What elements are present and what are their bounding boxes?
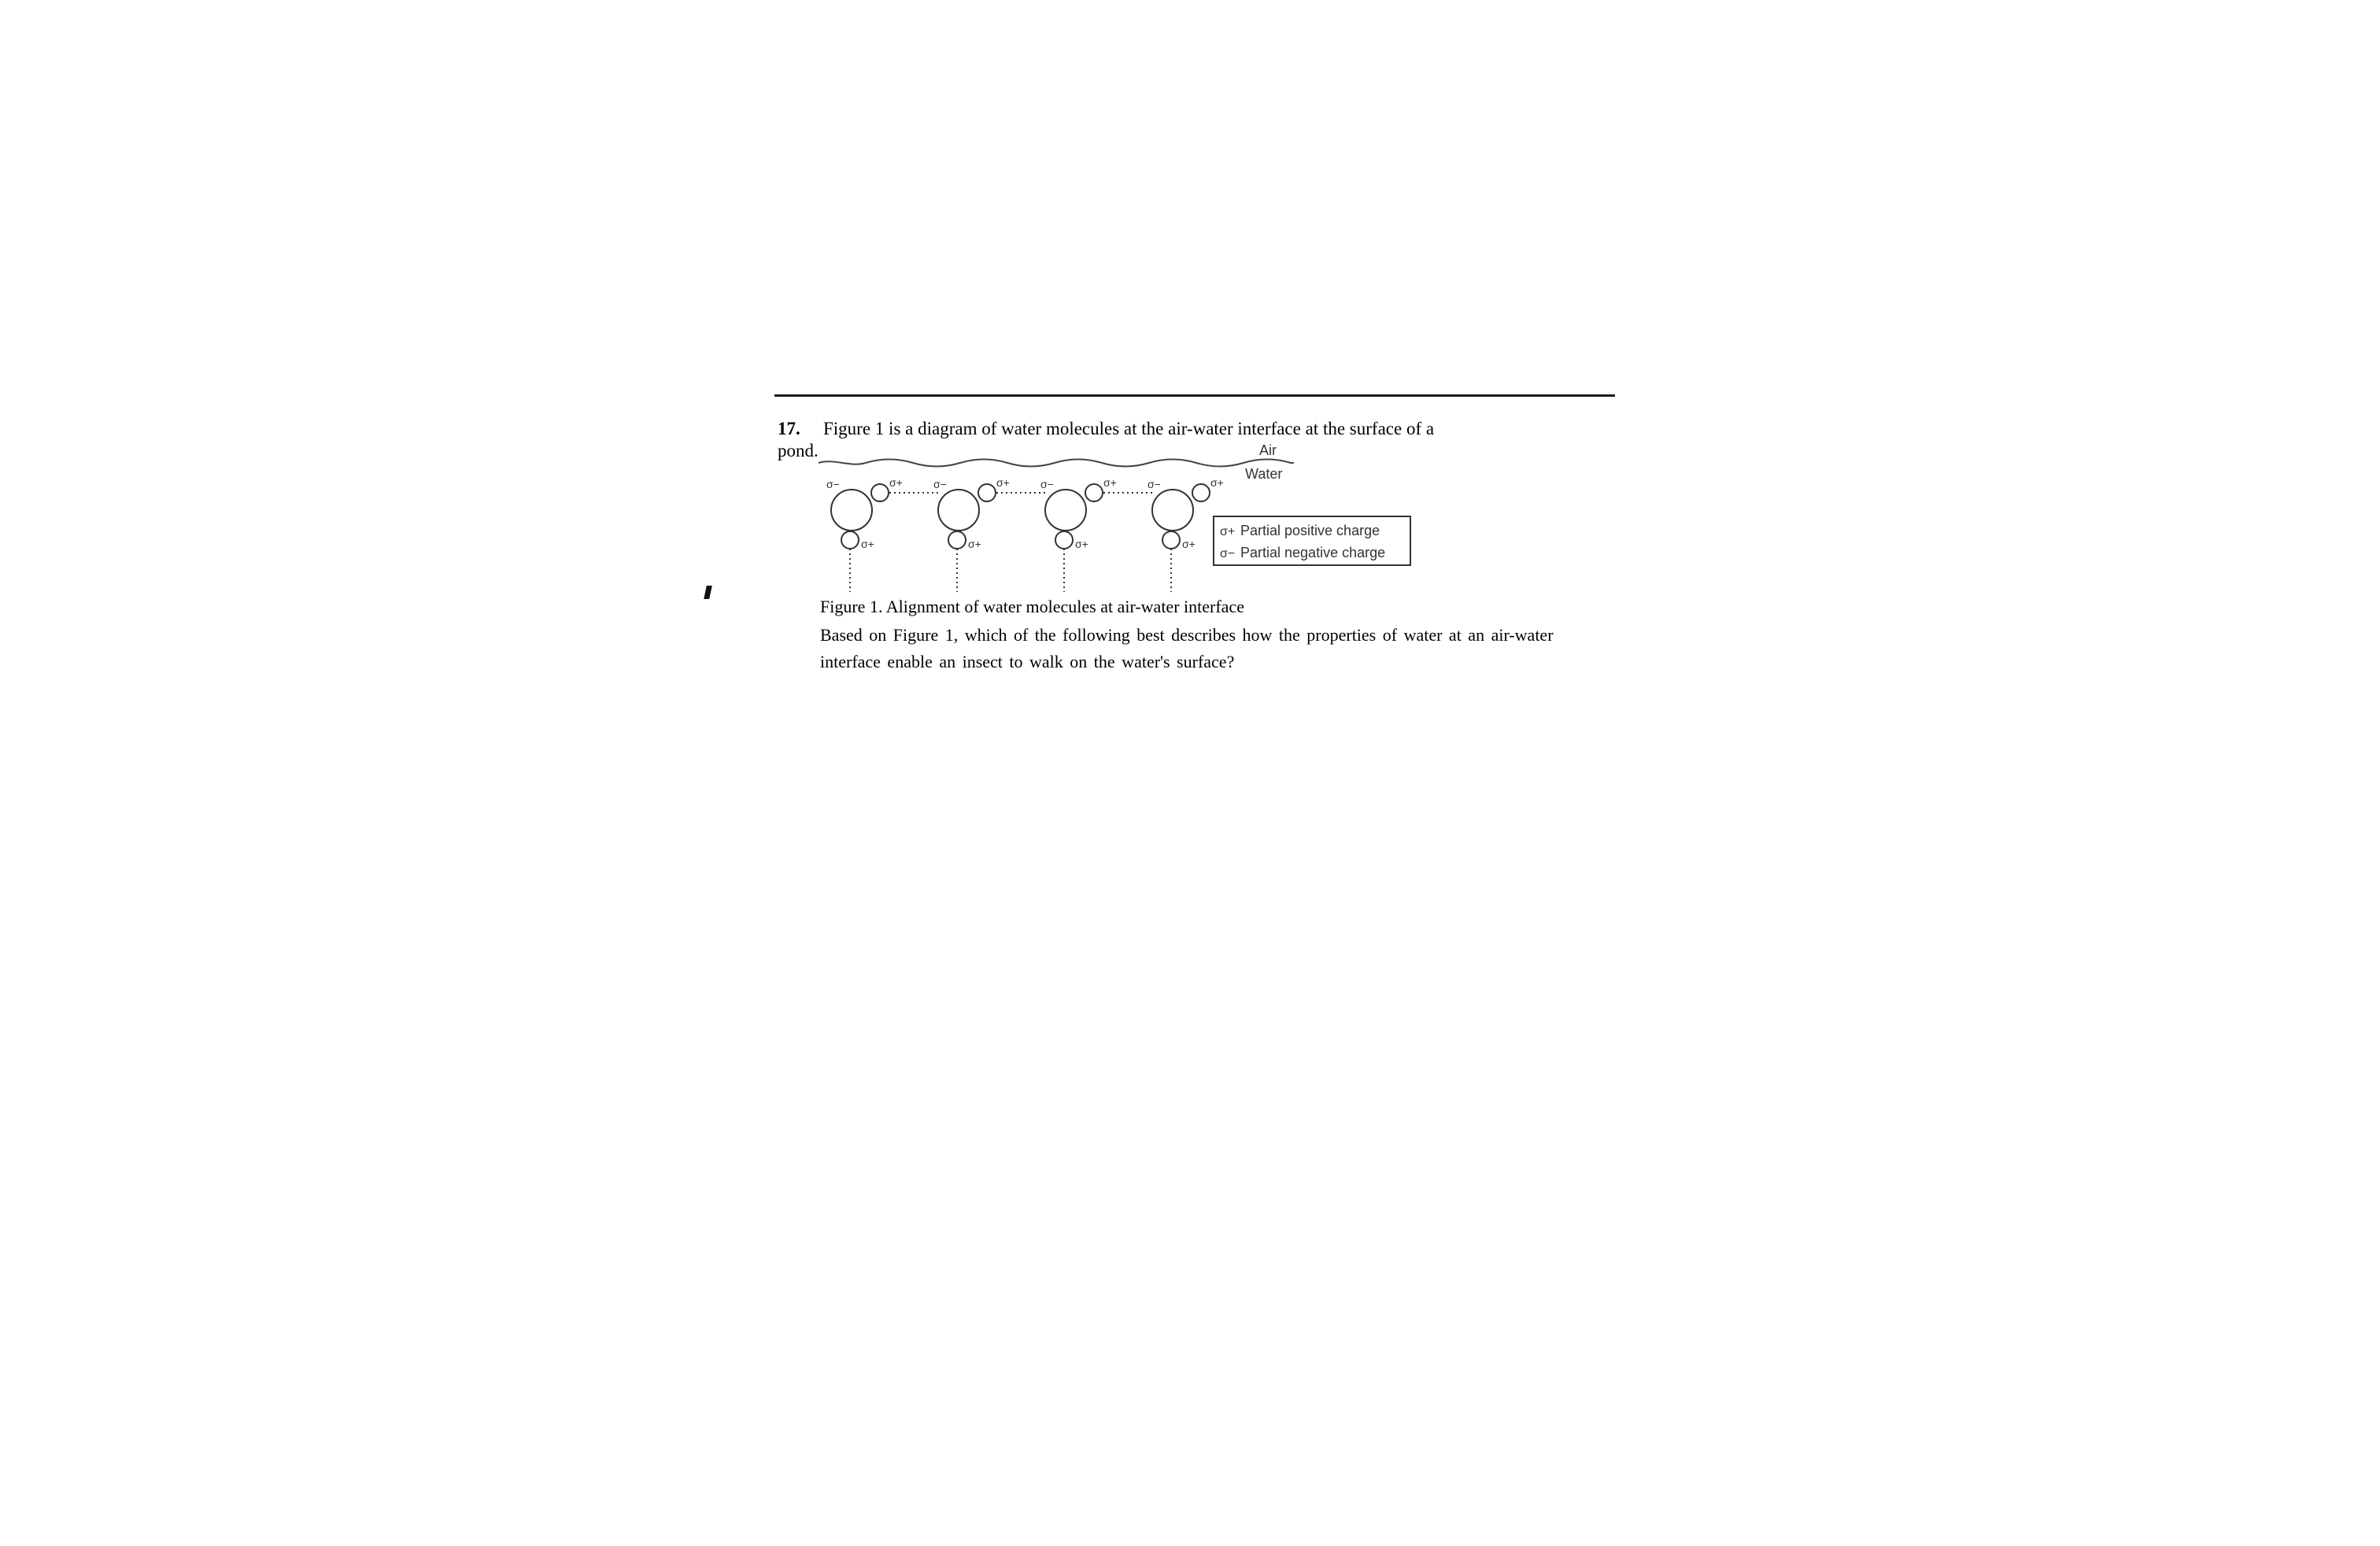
water-molecule-1 [826, 476, 903, 592]
water-label: Water [1245, 466, 1283, 482]
delta-minus-label: σ− [933, 478, 947, 490]
question-intro-line1: Figure 1 is a diagram of water molecules at the air-water interface at the surface of a [823, 419, 1435, 438]
delta-plus-label: σ+ [968, 538, 981, 550]
question-prompt-line2: interface enable an insect to walk on the water's surface? [820, 652, 1235, 671]
legend-positive-label: Partial positive charge [1240, 523, 1380, 538]
margin-mark [704, 586, 712, 599]
delta-plus-label: σ+ [1103, 476, 1117, 489]
water-molecule-2 [933, 476, 1010, 592]
delta-plus-label: σ+ [861, 538, 874, 550]
figure-caption: Figure 1. Alignment of water molecules at air-water interface [820, 597, 1244, 616]
legend-negative-symbol: σ− [1220, 547, 1236, 560]
question-number: 17. [778, 419, 800, 438]
question-prompt [820, 622, 1607, 675]
question-intro-line2: pond. [778, 441, 819, 460]
water-molecule-4 [1148, 476, 1224, 592]
delta-minus-label: σ− [1040, 478, 1054, 490]
delta-plus-label: σ+ [1182, 538, 1196, 550]
delta-plus-label: σ+ [889, 476, 903, 489]
top-divider-rule [774, 394, 1615, 397]
delta-minus-label: σ− [826, 478, 840, 490]
delta-plus-label: σ+ [1210, 476, 1224, 489]
legend-positive-symbol: σ+ [1220, 525, 1236, 538]
water-molecule-3 [1040, 476, 1117, 592]
legend-negative-label: Partial negative charge [1240, 545, 1386, 560]
delta-minus-label: σ− [1148, 478, 1161, 490]
question-prompt-line1: Based on Figure 1, which of the following best describes how the properties of water at an air-water [820, 625, 1554, 645]
air-label: Air [1259, 442, 1277, 458]
air-water-surface-line [819, 460, 1294, 467]
delta-plus-label: σ+ [1075, 538, 1088, 550]
water-molecule-diagram [819, 438, 1417, 598]
delta-plus-label: σ+ [996, 476, 1010, 489]
charge-legend [1214, 516, 1410, 565]
